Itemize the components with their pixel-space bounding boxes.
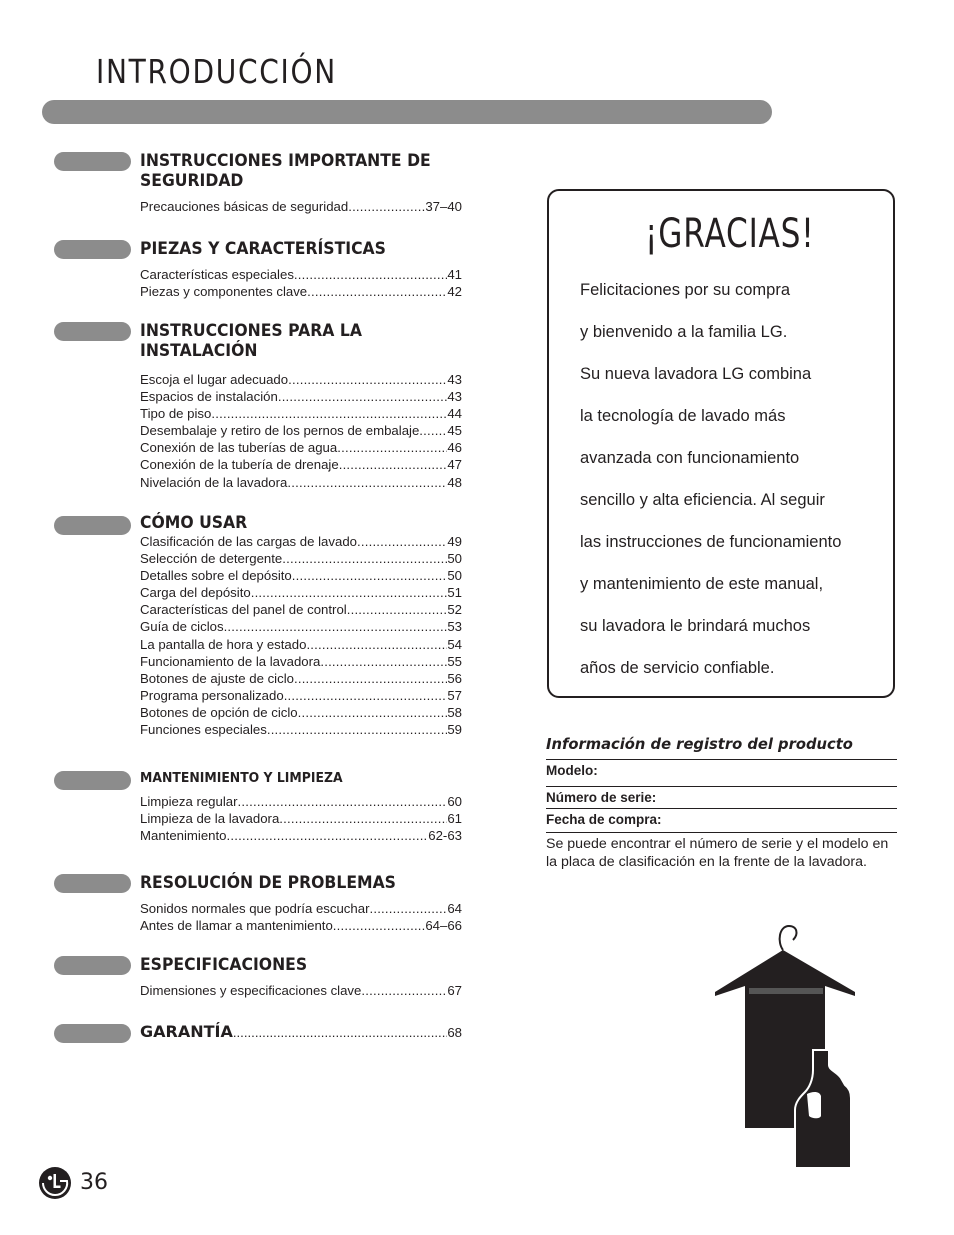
thanks-line: Felicitaciones por su compra — [580, 281, 791, 299]
thanks-line: Su nueva lavadora LG combina — [580, 365, 812, 383]
thanks-line: las instrucciones de funcionamiento — [580, 533, 842, 551]
toc-section-title: RESOLUCIÓN DE PROBLEMAS — [140, 873, 396, 893]
toc-item[interactable]: Tipo de piso ..... 44 — [140, 405, 462, 422]
hanger-detergent-illustration — [705, 920, 905, 1175]
section-marker — [54, 240, 131, 259]
toc-section-title: CÓMO USAR — [140, 513, 248, 533]
toc-section-title: MANTENIMIENTO Y LIMPIEZA — [140, 770, 343, 786]
toc-item[interactable]: Selección de detergente ..... 50 — [140, 550, 462, 567]
thanks-line: avanzada con funcionamiento — [580, 449, 800, 467]
page-number: 36 — [80, 1170, 108, 1195]
thanks-heading: ¡GRACIAS! — [645, 211, 815, 257]
thanks-line: la tecnología de lavado más — [580, 407, 786, 425]
toc-item[interactable]: Conexión de las tuberías de agua ..... 46 — [140, 439, 462, 456]
registration-title: Información de registro del producto — [546, 735, 853, 753]
toc-page: 68 — [447, 1025, 462, 1040]
section-marker — [54, 322, 131, 341]
toc-item[interactable]: Carga del depósito ..... 51 — [140, 584, 462, 601]
toc-item[interactable]: Antes de llamar a mantenimiento ..... 64–66 — [140, 917, 462, 934]
thanks-line: su lavadora le brindará muchos — [580, 617, 811, 635]
section-marker — [54, 874, 131, 893]
toc-item[interactable]: La pantalla de hora y estado ..... 54 — [140, 636, 462, 653]
toc-item[interactable]: Limpieza regular ..... 60 — [140, 793, 462, 810]
toc-item[interactable]: Dimensiones y especificaciones clave ..... 67 — [140, 982, 462, 999]
toc-item[interactable]: Botones de ajuste de ciclo ..... 56 — [140, 670, 462, 687]
toc-section-items — [140, 266, 462, 300]
lg-logo-icon — [38, 1166, 72, 1200]
toc-item[interactable]: Escoja el lugar adecuado ..... 43 — [140, 371, 462, 388]
section-marker — [54, 152, 131, 171]
thanks-line: años de servicio confiable. — [580, 659, 775, 677]
thanks-line: y mantenimiento de este manual, — [580, 575, 824, 593]
toc-section-items — [140, 533, 462, 738]
toc-item[interactable]: Desembalaje y retiro de los pernos de embalaje ..... 45 — [140, 422, 462, 439]
toc-item[interactable]: Características del panel de control ..... 52 — [140, 601, 462, 618]
toc-item[interactable]: Guía de ciclos ..... 53 — [140, 618, 462, 635]
thanks-text — [580, 269, 841, 689]
thanks-line: y bienvenido a la familia LG. — [580, 323, 788, 341]
toc-section-items — [140, 198, 462, 215]
purchase-date-field[interactable]: Fecha de compra: — [546, 808, 897, 830]
registration-note: Se puede encontrar el número de serie y el modelo en la placa de clasificación en la frente de la lavadora. — [546, 832, 897, 871]
toc-item[interactable]: Nivelación de la lavadora ..... 48 — [140, 474, 462, 491]
toc-item[interactable]: Espacios de instalación ..... 43 — [140, 388, 462, 405]
toc-item[interactable]: Mantenimiento ..... 62-63 — [140, 827, 462, 844]
thanks-line: sencillo y alta eficiencia. Al seguir — [580, 491, 825, 509]
toc-item[interactable]: Características especiales ..... 41 — [140, 266, 462, 283]
toc-section-title: INSTRUCCIONES IMPORTANTE DE SEGURIDAD — [140, 151, 431, 191]
toc-item[interactable]: Detalles sobre el depósito ..... 50 — [140, 567, 462, 584]
header-bar — [42, 100, 772, 124]
thanks-box — [547, 189, 895, 698]
toc-section-title: PIEZAS Y CARACTERÍSTICAS — [140, 239, 386, 259]
model-field[interactable]: Modelo: — [546, 759, 897, 781]
toc-item[interactable]: Funcionamiento de la lavadora ..... 55 — [140, 653, 462, 670]
toc-item[interactable]: Funciones especiales ..... 59 — [140, 721, 462, 738]
toc-section-items — [140, 982, 462, 999]
toc-item[interactable]: Clasificación de las cargas de lavado ..... 49 — [140, 533, 462, 550]
toc-section-title: GARANTÍA — [140, 1022, 233, 1041]
toc-item[interactable]: Piezas y componentes clave ..... 42 — [140, 283, 462, 300]
serial-number-field[interactable]: Número de serie: — [546, 786, 897, 808]
toc-item[interactable]: Sonidos normales que podría escuchar ..... 64 — [140, 900, 462, 917]
page-title: INTRODUCCIÓN — [96, 52, 338, 91]
toc-section-title: ESPECIFICACIONES — [140, 955, 308, 975]
toc-item[interactable]: Botones de opción de ciclo ..... 58 — [140, 704, 462, 721]
toc-item[interactable]: Programa personalizado ..... 57 — [140, 687, 462, 704]
toc-section-items — [140, 793, 462, 844]
toc-section-items — [140, 900, 462, 934]
section-marker — [54, 771, 131, 790]
toc-item[interactable]: Conexión de la tubería de drenaje ..... 47 — [140, 456, 462, 473]
toc-section-items — [140, 371, 462, 491]
section-marker — [54, 516, 131, 535]
toc-item[interactable]: Precauciones básicas de seguridad ..... 37–40 — [140, 198, 462, 215]
toc-item[interactable]: Limpieza de la lavadora ..... 61 — [140, 810, 462, 827]
section-marker — [54, 1024, 131, 1043]
section-marker — [54, 956, 131, 975]
toc-section-title: INSTRUCCIONES PARA LA INSTALACIÓN — [140, 321, 362, 361]
toc-item-garantia[interactable] — [140, 1022, 462, 1042]
